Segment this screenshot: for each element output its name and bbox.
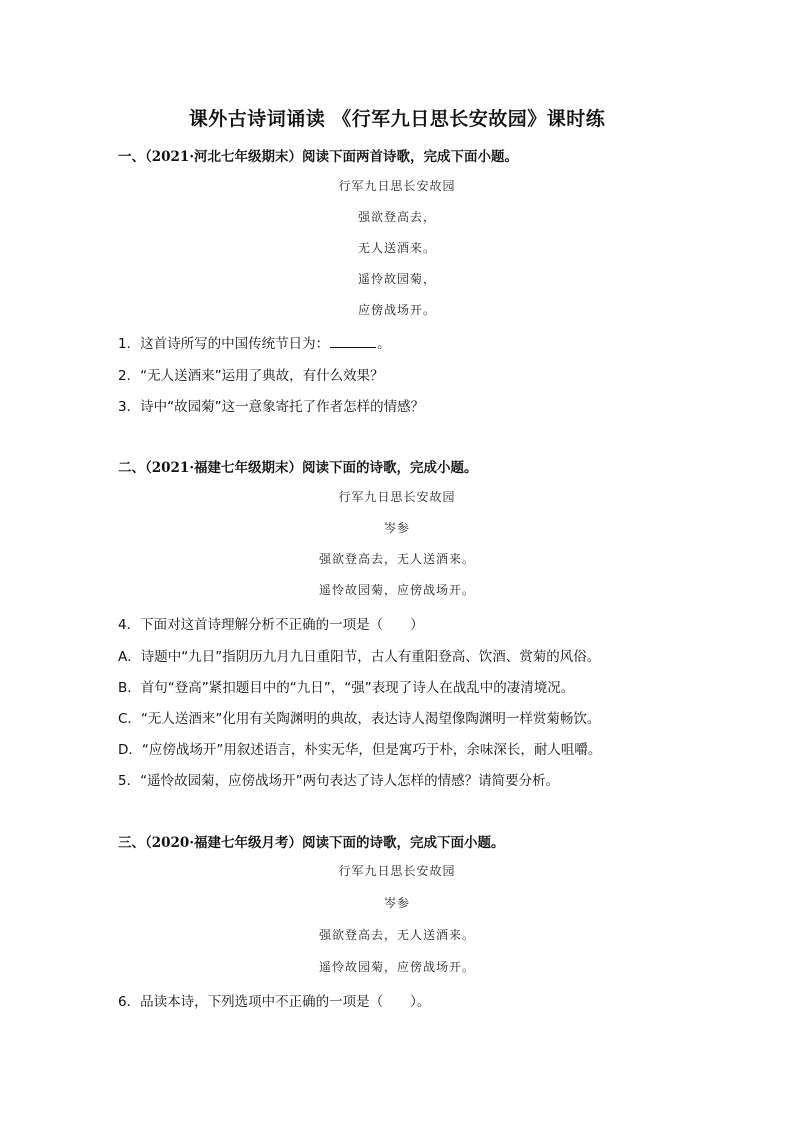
section-1-header: 一、（2021·河北七年级期末）阅读下面两首诗歌，完成下面小题。 (118, 149, 519, 165)
page-title: 课外古诗词诵读 《行军九日思长安故园》课时练 (188, 108, 606, 130)
question-1 (118, 332, 391, 352)
section-3-header: 三、（2020·福建七年级月考）阅读下面的诗歌，完成下面小题。 (118, 835, 505, 851)
poem-3-line: 遥怜故园菊，应傍战场开。 (318, 960, 475, 974)
poem-1-line: 无人送酒来。 (357, 241, 436, 255)
poem-1-line: 应傍战场开。 (357, 303, 436, 317)
answer-blank[interactable] (330, 335, 376, 348)
question-2: 2．“无人送酒来”运用了典故，有什么效果？ (118, 368, 384, 384)
poem-2-title: 行军九日思长安故园 (338, 490, 456, 504)
question-6: 6．品读本诗，下列选项中不正确的一项是（ ）。 (118, 994, 431, 1010)
option-d: D．“应傍战场开”用叙述语言，朴实无华，但是寓巧于朴，余味深长，耐人咀嚼。 (118, 742, 602, 758)
question-1-suffix: 。 (377, 336, 391, 352)
option-b: B．首句“登高”紧扣题目中的“九日”，“强”表现了诗人在战乱中的凄清境况。 (118, 680, 575, 696)
option-a: A．诗题中“九日”指阴历九月九日重阳节，古人有重阳登高、饮酒、赏菊的风俗。 (118, 649, 601, 665)
question-5: 5．“遥怜故园菊，应傍战场开”两句表达了诗人怎样的情感？请简要分析。 (118, 773, 560, 789)
poem-1-line: 强欲登高去， (357, 210, 436, 224)
section-2-header: 二、（2021·福建七年级期末）阅读下面的诗歌，完成小题。 (118, 460, 478, 476)
question-3: 3．诗中“故园菊”这一意象寄托了作者怎样的情感？ (118, 399, 425, 415)
poem-3-author: 岑参 (383, 896, 410, 910)
option-c: C．“无人送酒来”化用有关陶渊明的典故，表达诗人渴望像陶渊明一样赏菊畅饮。 (118, 711, 601, 727)
poem-1-title: 行军九日思长安故园 (338, 179, 456, 193)
question-1-text: 1．这首诗所写的中国传统节日为： (118, 336, 330, 352)
poem-3-title: 行军九日思长安故园 (338, 864, 456, 878)
poem-2-line: 强欲登高去，无人送酒来。 (318, 552, 475, 566)
poem-2-author: 岑参 (383, 521, 410, 535)
question-4: 4．下面对这首诗理解分析不正确的一项是（ ） (118, 617, 424, 633)
poem-2-line: 遥怜故园菊，应傍战场开。 (318, 583, 475, 597)
poem-1-line: 遥怜故园菊， (357, 272, 436, 286)
poem-3-line: 强欲登高去，无人送酒来。 (318, 928, 475, 942)
